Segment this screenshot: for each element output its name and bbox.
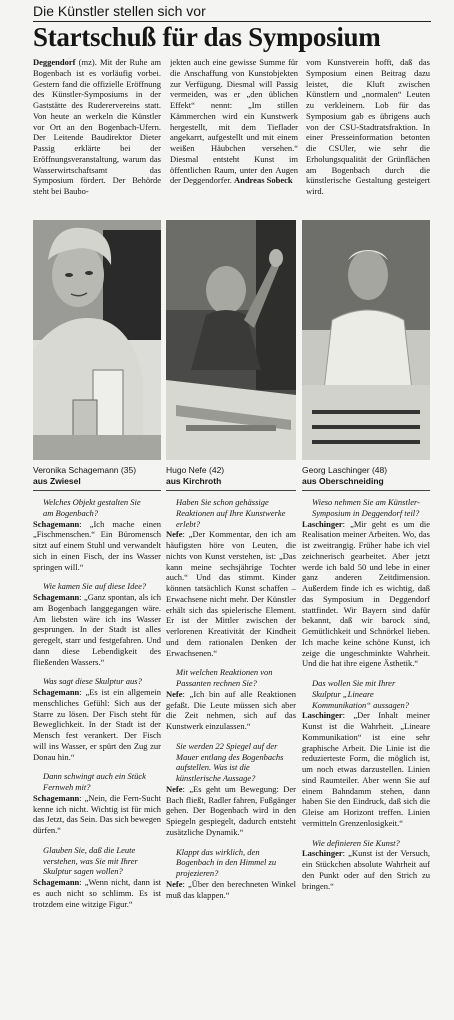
interview-question: Dann schwingt auch ein Stück Fernweh mit? (43, 771, 146, 792)
answer-text: : „Mir geht es um die Realisation meiner Arbeiten. Wo, das ist zweitrangig. Früher habe ich viel zeichnerisch gearbeitet. Aber jetzt werde ich bald 50 und lebe in einer ganz anderen Zeitdimension. Außerdem finde ich es wichtig, daß das Symposium in Deggendorf stattfindet. Wir Bayern sind dafür bekannt, daß wir barock sind, Gemütlichkeit und Schnörkel lieben. Ich mache keine schöne Kunst, ich zeige die ungeschminkte Wahrheit. Und die hat ihre eigene Ästhetik.“ (302, 518, 430, 669)
interview-answer (33, 687, 161, 762)
section-rubric: Die Künstler stellen sich vor (33, 3, 206, 19)
interview-question: Was sagt diese Skulptur aus? (43, 676, 142, 687)
interview-question: Mit welchen Reaktionen von Passanten rechnen Sie? (176, 667, 273, 688)
interview-question: Klappt das wirklich, den Bogenbach in den Himmel zu projezieren? (176, 846, 277, 878)
answer-text: : „Der Inhalt meiner Kunst ist die Wahrheit. „Lineare Kommunikation“ ist eine sehr graphische Arbeit. Die Linie ist die reduzierteste Form, die möglich ist, um noch etwas darzustellen. Linien sind Raumteiler. Aber wenn Sie auf einem Bahndamm stehen, dann haben Sie den Eindruck, daß sich die Gleise am Horizont treffen. Linien vermitteln Grenzenlosigkeit.“ (302, 710, 430, 828)
answer-speaker: Nefe (166, 783, 183, 794)
interview-question: Das wollen Sie mit Ihrer Skulptur „Lineare Kommunikation“ aussagen? (312, 678, 410, 710)
answer-speaker: Nefe (166, 688, 183, 699)
interview-answer (302, 848, 430, 891)
answer-text: : „Ich bin auf alle Reaktionen gefaßt. Die Leute müssen sich aber die Zeit nehmen, sich auf das Kunstwerk einzulassen.“ (166, 688, 296, 731)
interview-question: Wie kamen Sie auf diese Idee? (43, 581, 147, 592)
interview-answer (166, 879, 296, 901)
interview-answer (33, 877, 161, 909)
byline: Andreas Sobeck (233, 175, 293, 186)
caption-name: Veronika Schagemann (33, 465, 119, 475)
headline: Startschuß für das Symposium (33, 22, 381, 52)
answer-text: : „Ich mache einen „Fischmenschen.“ Ein Büromensch sitzt auf einem Stuhl und verwandelt sich in einen Fisch, der ins Wasser springen will.“ (33, 518, 161, 572)
portrait-photo-schagemann (33, 220, 161, 460)
photo-caption (166, 465, 296, 487)
caption-age: (35) (120, 465, 137, 475)
answer-speaker: Laschinger (302, 710, 343, 721)
interview-answer (302, 519, 430, 670)
caption-rule (33, 490, 161, 491)
answer-speaker: Laschinger (302, 518, 343, 529)
portrait-photo-laschinger (302, 220, 430, 460)
article-text: vom Kunstverein hofft, daß das Symposium einen Beitrag dazu leistet, die Kluft zwischen Künstlern und „normalen“ Leuten zu verkleinern. Lob für das Symposium gab es übrigens auch von der CSU-Stadtratsfraktion. In einer Presseinformation betonten die CSUler, wie sehr die Erholungsqualität der Grünflächen am Bogenbach durch die künstlerische Gestaltung gesteigert wird. (306, 57, 430, 196)
answer-speaker: Schagemann (33, 592, 80, 602)
answer-text: : „Nein, die Fern-Sucht kenne ich nicht. Wichtig ist für mich das Jetzt, das Sein. Das sich bewegen dürfen.“ (33, 792, 161, 835)
article-text: (mz). Mit der Ruhe am Bogenbach ist es vorläufig vorbei. Gestern fand die offizielle Eröffnung des Künstler-Symposiums in der Gaststätte des Ruderervereins statt. Von heute an werkeln die Künstler vor Ort an den Bogenbach-Ufern. Der Leitende Baudirektor Dieter Passig erklärte bei der Eröffnungsveranstaltung, warum das Wasserwirtschaftsamt das Symposium fördert. Der Behörde steht bei Baubo- (33, 57, 161, 196)
caption-origin: aus Kirchroth (166, 476, 222, 486)
answer-speaker: Schagemann (33, 687, 80, 697)
dateline-location: Deggendorf (33, 57, 76, 67)
interview-answer (33, 519, 161, 573)
caption-name: Georg Laschinger (302, 465, 370, 475)
photo-caption (302, 465, 430, 487)
answer-speaker: Nefe (166, 529, 183, 540)
portrait-photo-nefe (166, 220, 296, 460)
caption-origin: aus Oberschneiding (302, 476, 384, 486)
interview-answer (166, 784, 296, 838)
interview-answer (302, 710, 430, 828)
answer-speaker: Laschinger (302, 848, 343, 859)
interview-answer (33, 793, 161, 836)
interview-question: Wie definieren Sie Kunst? (312, 837, 400, 848)
interview-column-laschinger (302, 497, 430, 1017)
interview-question: Glauben Sie, daß die Leute verstehen, was Sie mit Ihrer Skulptur sagen wollen? (43, 844, 138, 877)
answer-text: : „Wenn nicht, dann ist es auch nicht so schlimm. Es ist trotzdem eine witzige Figur.“ (33, 877, 161, 909)
interview-answer (166, 689, 296, 732)
caption-origin: aus Zwiesel (33, 476, 81, 486)
answer-speaker: Schagemann (33, 792, 80, 803)
interview-column-nefe (166, 497, 296, 1017)
article-column-1 (33, 57, 161, 217)
interview-question: Sie werden 22 Spiegel auf der Mauer entlang des Bogenbachs aufstellen. Was ist die künstlerische Aussage? (176, 740, 284, 783)
interview-question: Haben Sie schon gehässige Reaktionen auf Ihre Kunstwerke erlebt? (176, 497, 286, 529)
answer-text: : „Der Kommentar, den ich am häufigsten höre von Leuten, die nichts von Kunst verstehen, ist: „Das kann meine sechsjährige Tochter auch.“ Und das stimmt. Kinder können tatsächlich Kunst schaffen – Erwachsene nicht mehr. Der Künstler erhält sich das spielerische Element. Er ist der Mittler zwischen der verlorenen Kreativität der Kindheit und dem rationalen Denken der Erwachsenen.“ (166, 529, 296, 658)
article-column-2 (170, 57, 298, 217)
caption-age: (42) (209, 465, 225, 475)
interview-answer (166, 529, 296, 658)
caption-age: (48) (371, 465, 388, 475)
caption-rule (166, 490, 296, 491)
article-text: jekten auch eine gewisse Summe für die Anschaffung von Kunstobjekten zur Verfügung. Diesmal will Passig vermeiden, was er „den üblichen Effekt“ nennt: „Im stillen Kämmerchen wird ein Kunstwerk hergestellt, mit dem Tieflader angekarrt, aufgestellt und mit einem weißen Häubchen versehen.“ Diesmal entsteht Kunst im öffentlichen Raum, unter den Augen der Deggendorfer. (170, 57, 298, 186)
answer-speaker: Schagemann (33, 518, 80, 529)
interview-column-schagemann (33, 497, 161, 1017)
interview-answer (33, 592, 161, 667)
interview-question: Wieso nehmen Sie am Künstler-Symposium in Deggendorf teil? (312, 497, 420, 518)
photo-caption (33, 465, 161, 487)
interview-question: Welches Objekt gestalten Sie am Bogenbach? (43, 497, 141, 518)
caption-name: Hugo Nefe (166, 465, 207, 475)
answer-text: : „Ganz spontan, als ich am Bogenbach langgegangen wäre. Am liebsten wäre ich ins Wasser gesprungen. In der Stadt ist alles geregelt, starr und festgefahren. Und dann diese Lebendigkeit des fließenden Wassers.“ (33, 592, 161, 667)
answer-text: : „Es ist ein allgemein menschliches Gefühl: Sich aus der Starre zu lösen. Der Fisch steht für Beweglichkeit. In der Stadt ist der Mensch fest verankert. Der Fisch will ins Wasser, er spürt den Zug zur Donau hin.“ (33, 687, 161, 762)
article-column-3 (306, 57, 430, 217)
answer-speaker: Nefe (166, 878, 183, 889)
answer-text: : „Es geht um Bewegung: Der Bach fließt, Radler fahren, Fußgänger gehen. Der Bogenbach wird in den Spiegeln gespiegelt, dadurch entsteht zusätzliche Dynamik.“ (166, 783, 296, 837)
answer-text: : „Über den berechneten Winkel muß das klappen.“ (166, 878, 296, 900)
answer-speaker: Schagemann (33, 877, 80, 887)
answer-text: : „Kunst ist der Versuch, ein Stückchen absolute Wahrheit auf den Punkt oder auf den Strich zu bringen.“ (302, 848, 430, 891)
caption-rule (302, 490, 430, 491)
